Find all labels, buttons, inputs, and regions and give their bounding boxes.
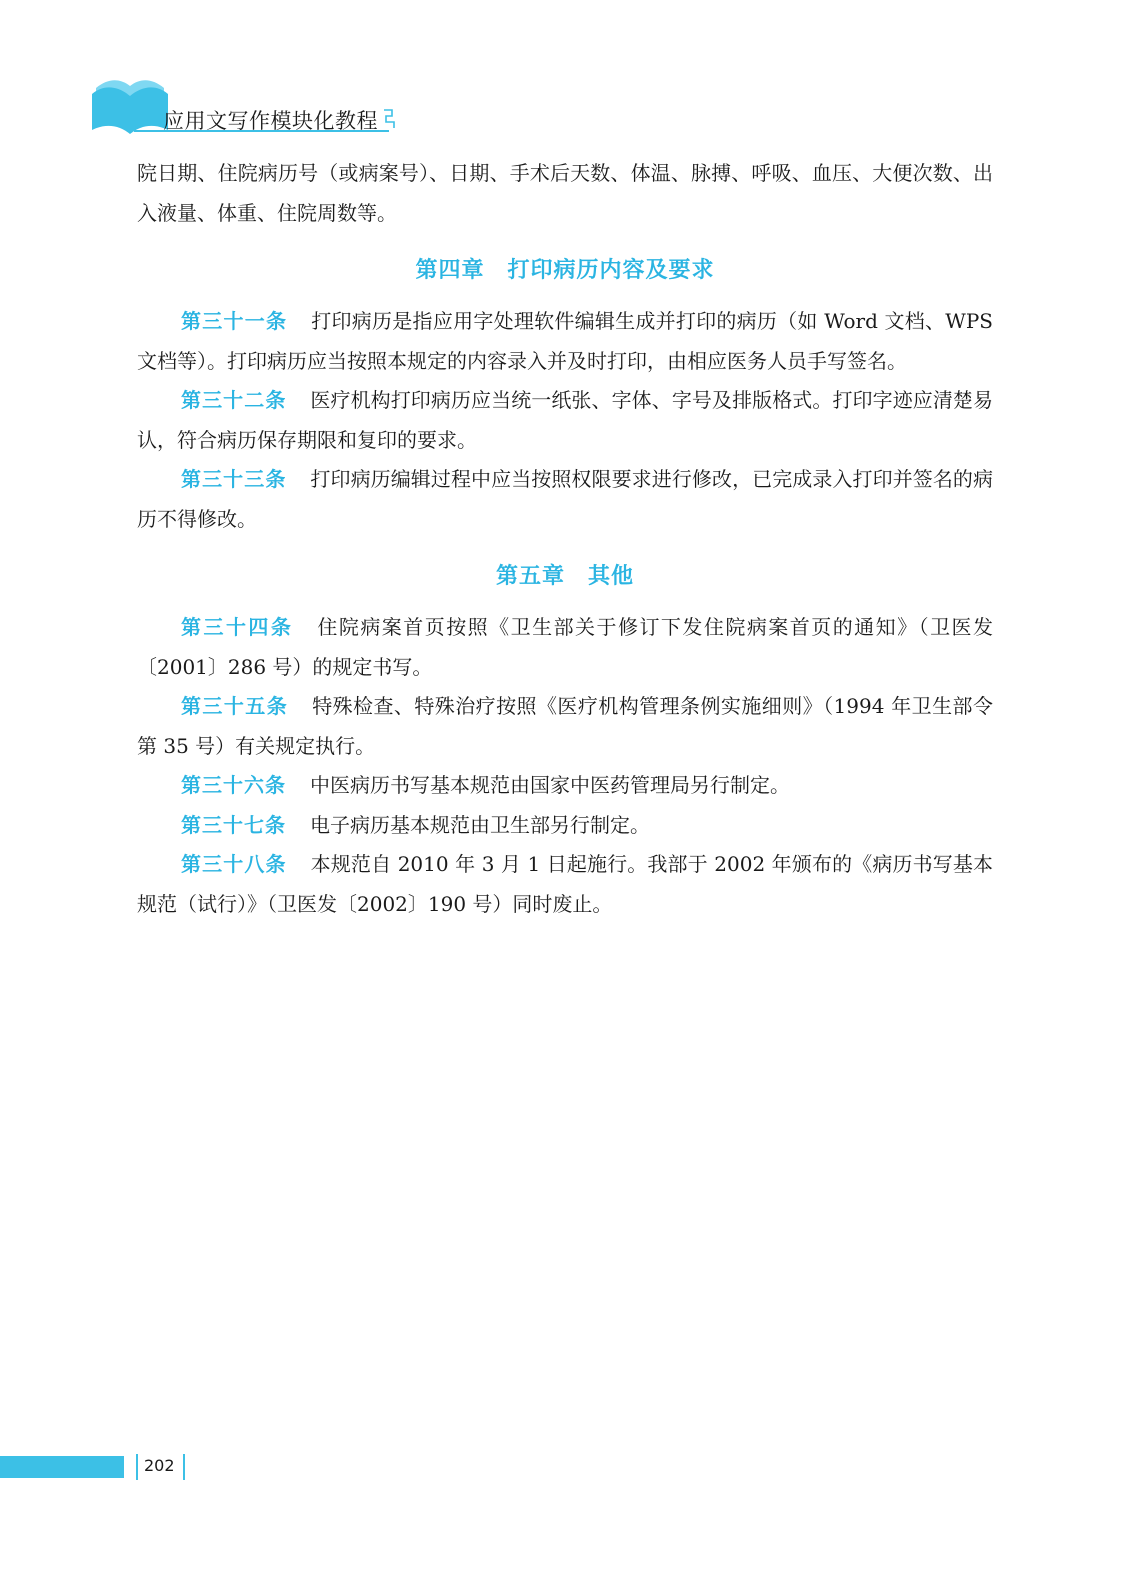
chapter-four-title: 第四章 打印病历内容及要求	[415, 258, 715, 283]
book-title: 应用文写作模块化教程	[163, 109, 378, 133]
article-text: 特殊检查、特殊治疗按照《医疗机构管理条例实施细则》（1994 年卫生部令第 35 号）有关规定执行。	[137, 694, 993, 758]
article-31	[137, 302, 993, 381]
article-text: 中医病历书写基本规范由国家中医药管理局另行制定。	[310, 773, 790, 797]
article-label: 第三十三条	[181, 467, 287, 491]
article-text: 住院病案首页按照《卫生部关于修订下发住院病案首页的通知》（卫医发〔2001〕286 号）的规定书写。	[137, 615, 994, 679]
article-36	[137, 766, 993, 806]
article-38	[137, 845, 993, 924]
footer-divider-right	[183, 1454, 185, 1480]
article-label: 第三十二条	[181, 388, 287, 412]
article-label: 第三十七条	[181, 812, 286, 837]
open-book-icon	[90, 74, 170, 136]
article-32	[137, 381, 993, 460]
article-label: 第三十一条	[181, 309, 288, 333]
article-37	[137, 806, 993, 846]
article-text: 本规范自 2010 年 3 月 1 日起施行。我部于 2002 年颁布的《病历书写基本规范（试行）》（卫医发〔2002〕190 号）同时废止。	[137, 852, 994, 916]
article-text: 电子病历基本规范由卫生部另行制定。	[310, 812, 650, 837]
chapter-five-title: 第五章 其他	[495, 564, 634, 589]
footer-accent-bar	[0, 1456, 124, 1478]
page-header	[0, 0, 1127, 140]
article-label: 第三十八条	[181, 852, 287, 876]
article-33	[137, 460, 993, 539]
article-label: 第三十六条	[181, 773, 286, 797]
page-number: 202	[144, 1456, 175, 1475]
footer-divider-left	[136, 1454, 138, 1480]
article-35	[137, 687, 993, 766]
page-body	[137, 154, 993, 924]
article-text: 打印病历编辑过程中应当按照权限要求进行修改，已完成录入打印并签名的病历不得修改。	[137, 467, 994, 531]
header-rule	[134, 130, 389, 132]
article-34	[137, 608, 993, 687]
header-end-mark	[382, 108, 396, 130]
continuation-paragraph: 院日期、住院病历号（或病案号）、日期、手术后天数、体温、脉搏、呼吸、血压、大便次数、出入液量、体重、住院周数等。	[137, 161, 993, 225]
article-text: 医疗机构打印病历应当统一纸张、字体、字号及排版格式。打印字迹应清楚易认，符合病历保存期限和复印的要求。	[137, 388, 994, 452]
article-label: 第三十五条	[181, 694, 289, 718]
article-label: 第三十四条	[181, 615, 294, 639]
article-text: 打印病历是指应用字处理软件编辑生成并打印的病历（如 Word 文档、WPS 文档等）。打印病历应当按照本规定的内容录入并及时打印，由相应医务人员手写签名。	[137, 309, 993, 373]
